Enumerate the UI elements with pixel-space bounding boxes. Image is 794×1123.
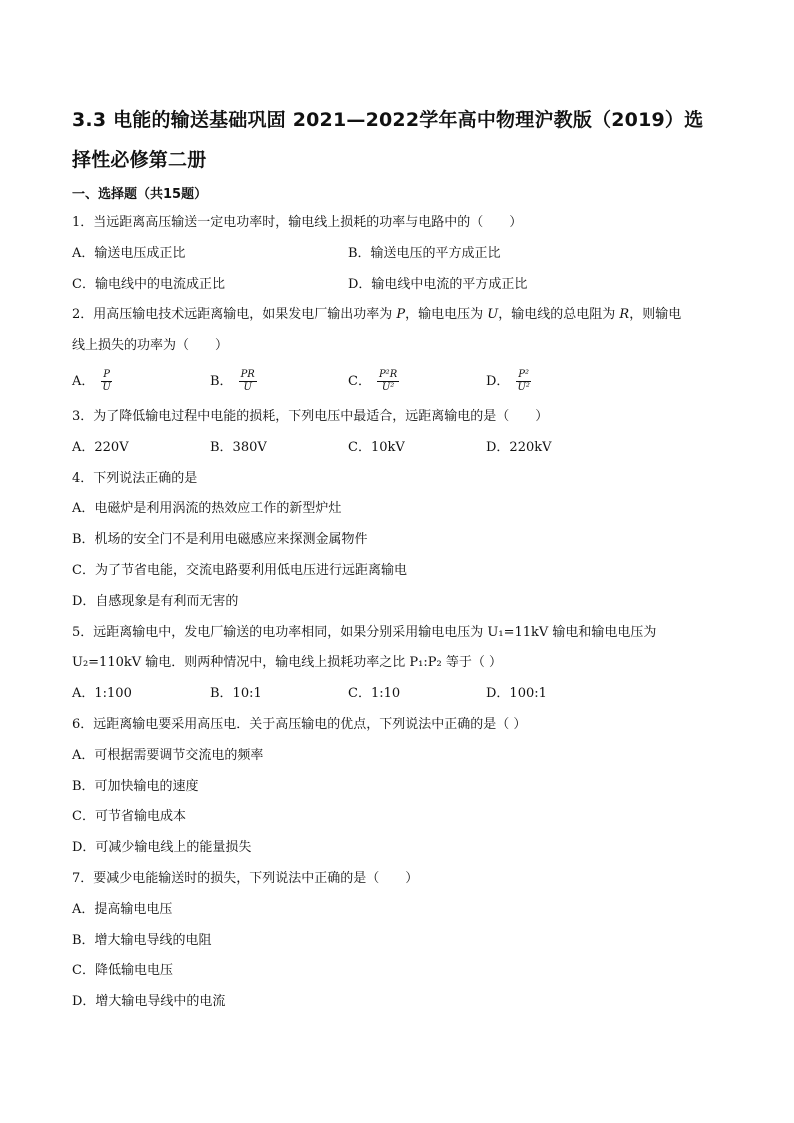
question-1-stem: 1．当远距离高压输送一定电功率时，输电线上损耗的功率与电路中的（ ）: [72, 215, 523, 230]
fraction-numerator: P: [103, 369, 110, 381]
fraction-numerator: PR: [240, 369, 255, 381]
option-label: B．: [210, 373, 233, 389]
question-2-stem-part-a: 2．用高压输电技术远距离输电，如果发电厂输出功率为: [72, 307, 397, 323]
question-1-options-row-2: [72, 270, 722, 301]
question-2-options: [72, 362, 722, 402]
question-5: [72, 618, 722, 710]
question-5-option-d: D．100:1: [486, 686, 547, 702]
question-1-option-d: D．输电线中电流的平方成正比: [348, 276, 528, 292]
question-1-option-b: B．输送电压的平方成正比: [348, 245, 501, 261]
document-page: [72, 100, 722, 1018]
question-5-stem-line-2: U₂=110kV 输电．则两种情况中，输电线上损耗功率之比 P₁:P₂ 等于（ ）: [72, 655, 502, 671]
question-2-option-c: [348, 367, 486, 398]
option-label: A．: [72, 373, 95, 389]
fraction-denominator: U²: [517, 382, 530, 394]
question-1-option-c: C．输电线中的电流成正比: [72, 276, 225, 292]
question-6-option-a: A．可根据需要调节交流电的频率: [72, 747, 264, 763]
question-7-option-c: C．降低输电电压: [72, 963, 173, 979]
question-5-option-b: B．10:1: [210, 686, 262, 702]
question-2-option-d: [486, 367, 624, 398]
question-6: [72, 710, 722, 864]
question-4-option-a: A．电磁炉是利用涡流的热效应工作的新型炉灶: [72, 501, 342, 517]
question-3: [72, 402, 722, 464]
question-1-option-a: A．输送电压成正比: [72, 245, 186, 261]
title-line-2: 择性必修第二册: [72, 149, 207, 171]
question-2-option-b: [210, 367, 348, 398]
question-2-stem-part-c: ，输电线的总电阻为: [498, 307, 620, 323]
question-7-option-d: D．增大输电导线中的电流: [72, 994, 226, 1010]
question-6-option-b: B．可加快输电的速度: [72, 778, 199, 794]
question-2-option-a: [72, 367, 210, 398]
section-heading: 一、选择题（共15题）: [72, 187, 208, 202]
question-3-option-a: A．220V: [72, 439, 129, 455]
question-4-option-d: D．自感现象是有利而无害的: [72, 593, 239, 609]
question-7-option-a: A．提高输电电压: [72, 901, 173, 917]
question-2-stem-part-d: ，则输电: [629, 307, 682, 323]
option-label: D．: [486, 373, 510, 389]
fraction-denominator: U²: [381, 382, 395, 394]
question-7-option-b: B．增大输电导线的电阻: [72, 932, 212, 948]
question-5-options: [72, 679, 722, 710]
question-3-option-c: C．10kV: [348, 439, 405, 455]
option-label: C．: [348, 373, 371, 389]
question-3-stem: 3．为了降低输电过程中电能的损耗，下列电压中最适合，远距离输电的是（ ）: [72, 408, 549, 424]
question-3-option-b: B．380V: [210, 439, 267, 455]
question-2: [72, 300, 722, 402]
question-4-option-b: B．机场的安全门不是利用电磁感应来探测金属物件: [72, 532, 368, 548]
variable-p: P: [396, 307, 406, 323]
fraction-denominator: U: [243, 382, 252, 394]
fraction: [239, 369, 257, 394]
question-2-stem-part-b: ，输电电压为: [405, 307, 488, 323]
question-6-option-d: D．可减少输电线上的能量损失: [72, 840, 252, 856]
fraction-numerator: P²: [518, 369, 530, 381]
question-1: [72, 208, 722, 300]
question-1-options-row-1: [72, 239, 722, 270]
question-5-option-a: A．1:100: [72, 686, 132, 702]
variable-u: U: [487, 307, 499, 323]
question-4: [72, 464, 722, 618]
question-2-stem-line-1: [72, 300, 722, 331]
question-5-option-c: C．1:10: [348, 686, 401, 702]
fraction: [377, 369, 399, 394]
question-2-stem-line-2: 线上损失的功率为（ ）: [72, 338, 229, 354]
fraction: [100, 369, 112, 394]
fraction: [515, 369, 531, 394]
question-3-option-d: D．220kV: [486, 439, 552, 455]
question-4-stem: 4．下列说法正确的是: [72, 470, 198, 486]
document-title: [72, 100, 722, 180]
question-7: [72, 864, 722, 1018]
question-6-stem: 6．远距离输电要采用高压电．关于高压输电的优点，下列说法中正确的是（ ）: [72, 716, 527, 732]
fraction-denominator: U: [102, 382, 111, 394]
question-7-stem: 7．要减少电能输送时的损失，下列说法中正确的是（ ）: [72, 870, 419, 886]
question-3-options: [72, 433, 722, 464]
question-4-option-c: C．为了节省电能，交流电路要利用低电压进行远距离输电: [72, 562, 407, 578]
variable-r: R: [619, 307, 630, 323]
question-5-stem-line-1: 5．远距离输电中，发电厂输送的电功率相同，如果分别采用输电电压为 U₁=11kV 输电和输电电压为: [72, 624, 657, 640]
question-6-option-c: C．可节省输电成本: [72, 809, 186, 825]
title-line-1: 3.3 电能的输送基础巩固 2021—2022学年高中物理沪教版（2019）选: [72, 109, 704, 131]
fraction-numerator: P²R: [378, 369, 398, 381]
